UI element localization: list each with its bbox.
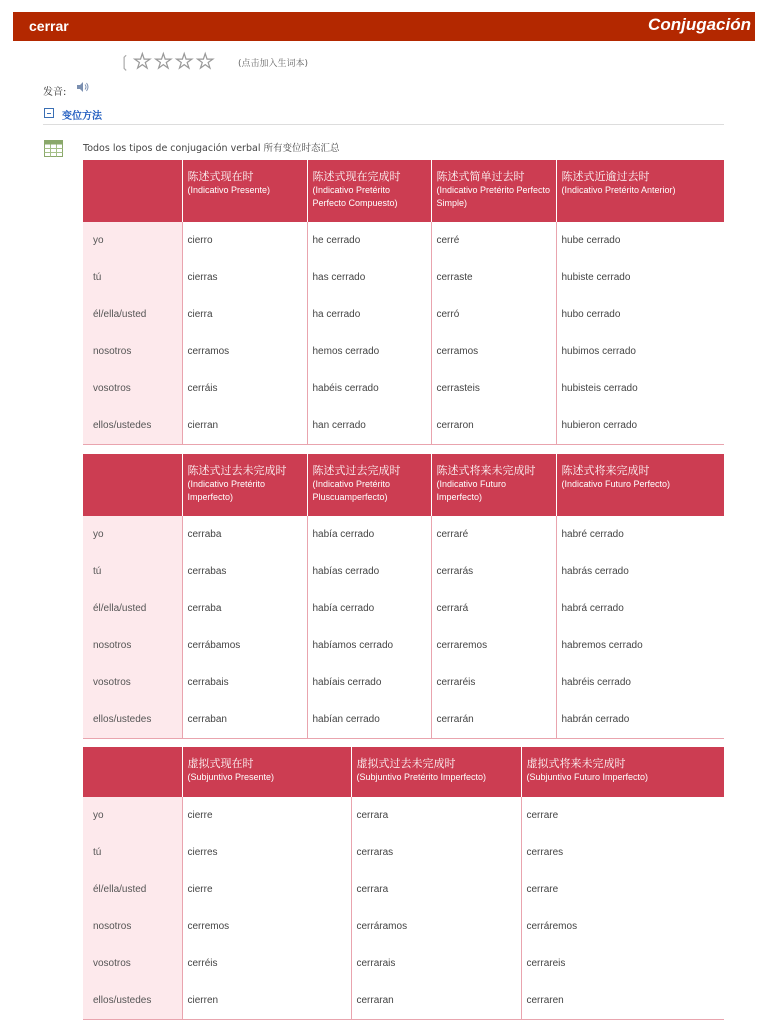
form-cell: cerré <box>431 222 556 259</box>
pronoun-cell: yo <box>83 797 182 834</box>
collapse-toggle-icon[interactable] <box>44 108 54 118</box>
form-cell: cerraremos <box>431 627 556 664</box>
form-cell: habías cerrado <box>307 553 431 590</box>
form-cell: cerrarais <box>351 945 521 982</box>
pronoun-cell: ellos/ustedes <box>83 407 182 444</box>
intro-text: Todos los tipos de conjugación verbal 所有变位时态汇总 <box>83 143 340 154</box>
table-row <box>83 908 724 945</box>
form-cell: cerramos <box>431 333 556 370</box>
form-cell: cerrábamos <box>182 627 307 664</box>
form-cell: habrás cerrado <box>561 566 629 577</box>
form-cell: cerraba <box>182 516 307 553</box>
form-cell: cerrabais <box>182 664 307 701</box>
table-header-row <box>83 454 724 516</box>
form-cell: cierres <box>182 834 351 871</box>
verb-title: cerrar <box>29 18 69 34</box>
table-row <box>83 259 724 296</box>
table-row <box>83 627 724 664</box>
form-cell: había cerrado <box>307 590 431 627</box>
conjugation-table-subjunctive <box>83 747 724 1020</box>
form-cell: cerrara <box>351 797 521 834</box>
form-cell: cerrarán <box>431 701 556 738</box>
pronoun-cell: yo <box>83 222 182 259</box>
form-cell: cerrarás <box>431 553 556 590</box>
conjugation-table-indicative-1 <box>83 160 724 445</box>
form-cell: cerramos <box>182 333 307 370</box>
speaker-icon[interactable] <box>76 81 90 93</box>
form-cell: cierren <box>182 982 351 1019</box>
form-cell: hubisteis cerrado <box>561 383 638 394</box>
form-cell: cerráremos <box>526 921 578 932</box>
table-row <box>83 407 724 444</box>
column-header: 陈述式过去未完成时 (Indicativo Pretérito Imperfecto) <box>182 454 307 516</box>
form-cell: cierra <box>182 296 307 333</box>
pronunciation-label: 发音: <box>43 87 67 98</box>
form-cell: hubieron cerrado <box>556 407 724 444</box>
partial-star-icon: ❲ <box>118 51 132 71</box>
pronoun-cell: tú <box>83 553 182 590</box>
star-icon[interactable]: ★ <box>175 49 194 73</box>
table-header-row <box>83 160 724 222</box>
form-cell: habrá cerrado <box>561 603 624 614</box>
pronoun-cell: él/ella/usted <box>83 296 182 333</box>
form-cell: hemos cerrado <box>307 333 431 370</box>
column-header: 陈述式现在完成时 (Indicativo Pretérito Perfecto Compuesto) <box>307 160 431 222</box>
form-cell: habían cerrado <box>307 701 431 738</box>
table-row <box>83 516 724 553</box>
form-cell: cerraré <box>431 516 556 553</box>
table-row <box>83 333 724 370</box>
rating-stars[interactable] <box>118 51 217 71</box>
pronoun-cell: vosotros <box>83 370 182 407</box>
star-icon[interactable]: ★ <box>154 49 173 73</box>
add-to-vocab-link[interactable]: (点击加入生词本) <box>238 59 309 69</box>
table-row <box>83 945 724 982</box>
table-row <box>83 834 724 871</box>
form-cell: habrán cerrado <box>556 701 724 738</box>
form-cell: cerraban <box>182 701 307 738</box>
star-icon[interactable]: ★ <box>196 49 215 73</box>
form-cell: cerrareis <box>526 958 566 969</box>
form-cell: han cerrado <box>307 407 431 444</box>
column-header: 虚拟式将来未完成时 (Subjuntivo Futuro Imperfecto) <box>521 747 724 797</box>
form-cell: había cerrado <box>307 516 431 553</box>
table-row <box>83 296 724 333</box>
form-cell: cerrare <box>526 810 559 821</box>
form-cell: he cerrado <box>307 222 431 259</box>
column-header: 陈述式将来未完成时 (Indicativo Futuro Imperfecto) <box>431 454 556 516</box>
form-cell: cierre <box>182 797 351 834</box>
pronoun-column-header <box>83 454 182 516</box>
form-cell: cerrare <box>526 884 559 895</box>
form-cell: habréis cerrado <box>561 677 631 688</box>
pronoun-column-header <box>83 747 182 797</box>
pronoun-cell: ellos/ustedes <box>83 701 182 738</box>
form-cell: cerrará <box>431 590 556 627</box>
form-cell: hubiste cerrado <box>561 272 631 283</box>
form-cell: cerraste <box>431 259 556 296</box>
table-row <box>83 590 724 627</box>
form-cell: hubimos cerrado <box>561 346 636 357</box>
form-cell: habremos cerrado <box>561 640 643 651</box>
column-header: 陈述式现在时 (Indicativo Presente) <box>182 160 307 222</box>
table-row <box>83 982 724 1019</box>
pronoun-cell: yo <box>83 516 182 553</box>
header-bar <box>13 12 755 41</box>
column-header: 虚拟式现在时 (Subjuntivo Presente) <box>182 747 351 797</box>
form-cell: cierras <box>182 259 307 296</box>
table-icon <box>44 140 63 157</box>
form-cell: cerrares <box>526 847 564 858</box>
table-row <box>83 370 724 407</box>
table-row <box>83 871 724 908</box>
form-cell: cierro <box>182 222 307 259</box>
form-cell: cerraron <box>431 407 556 444</box>
column-header: 陈述式将来完成时 (Indicativo Futuro Perfecto) <box>556 454 724 516</box>
form-cell: cerrara <box>351 871 521 908</box>
form-cell: cerremos <box>182 908 351 945</box>
form-cell: cerráramos <box>351 908 521 945</box>
section-divider <box>43 124 724 125</box>
form-cell: habíamos cerrado <box>307 627 431 664</box>
form-cell: cerraréis <box>431 664 556 701</box>
pronoun-cell: él/ella/usted <box>83 590 182 627</box>
form-cell: cerraren <box>521 982 724 1019</box>
conjugation-table-indicative-2 <box>83 454 724 739</box>
form-cell: cerró <box>431 296 556 333</box>
pronoun-cell: nosotros <box>83 627 182 664</box>
column-header: 虚拟式过去未完成时 (Subjuntivo Pretérito Imperfecto) <box>351 747 521 797</box>
column-header: 陈述式近逾过去时 (Indicativo Pretérito Anterior) <box>556 160 724 222</box>
form-cell: cerrabas <box>182 553 307 590</box>
table-row <box>83 701 724 738</box>
column-header: 陈述式简单过去时 (Indicativo Pretérito Perfecto Simple) <box>431 160 556 222</box>
form-cell: cierran <box>182 407 307 444</box>
form-cell: cerréis <box>182 945 351 982</box>
table-row <box>83 664 724 701</box>
form-cell: habíais cerrado <box>307 664 431 701</box>
form-cell: habéis cerrado <box>307 370 431 407</box>
form-cell: habré cerrado <box>561 529 624 540</box>
section-brand-title: Conjugación <box>648 15 751 34</box>
pronoun-cell: vosotros <box>83 945 182 982</box>
table-row <box>83 553 724 590</box>
pronoun-cell: tú <box>83 259 182 296</box>
form-cell: cerrasteis <box>431 370 556 407</box>
table-header-row <box>83 747 724 797</box>
form-cell: hubo cerrado <box>561 309 621 320</box>
pronoun-cell: nosotros <box>83 333 182 370</box>
form-cell: has cerrado <box>307 259 431 296</box>
form-cell: cerraba <box>182 590 307 627</box>
pronoun-cell: ellos/ustedes <box>83 982 182 1019</box>
pronoun-cell: tú <box>83 834 182 871</box>
column-header: 陈述式过去完成时 (Indicativo Pretérito Pluscuamperfecto) <box>307 454 431 516</box>
table-row <box>83 797 724 834</box>
form-cell: hube cerrado <box>561 235 621 246</box>
pronoun-column-header <box>83 160 182 222</box>
section-title[interactable]: 变位方法 <box>62 111 102 122</box>
star-icon[interactable]: ★ <box>133 49 152 73</box>
form-cell: cierre <box>182 871 351 908</box>
table-row <box>83 222 724 259</box>
form-cell: ha cerrado <box>307 296 431 333</box>
form-cell: cerráis <box>182 370 307 407</box>
pronoun-cell: nosotros <box>83 908 182 945</box>
pronoun-cell: él/ella/usted <box>83 871 182 908</box>
pronoun-cell: vosotros <box>83 664 182 701</box>
form-cell: cerraras <box>351 834 521 871</box>
form-cell: cerraran <box>351 982 521 1019</box>
